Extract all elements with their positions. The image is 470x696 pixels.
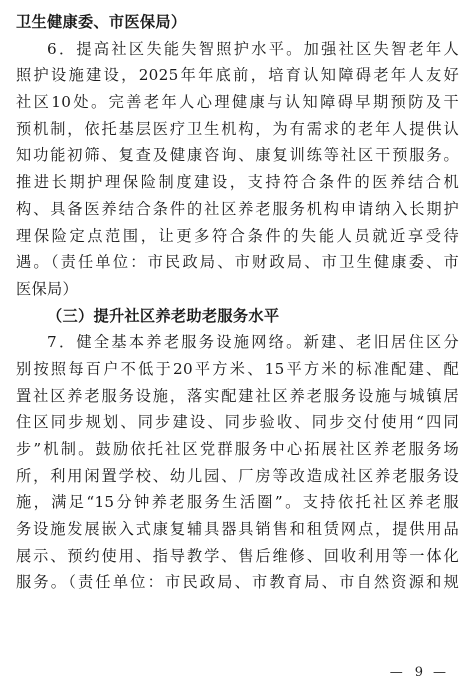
text-line: 务设施发展嵌入式康复辅具器具销售和租赁网点，提供用品: [16, 520, 459, 539]
footer-dash: —: [433, 665, 448, 680]
text-line: 预机制，依托基层医疗卫生机构，为有需求的老年人提供认: [16, 119, 459, 138]
text-line: 推进长期护理保险制度建设，支持符合条件的医养结合机: [16, 173, 459, 192]
text-line: 医保局）: [16, 279, 78, 298]
page-number: 9: [414, 665, 423, 680]
text-line: 卫生健康委、市医保局）: [16, 13, 187, 31]
text-line: 遇。（责任单位：市民政局、市财政局、市卫生健康委、市: [16, 253, 459, 272]
text-line: 住区同步规划、同步建设、同步验收、同步交付使用“四同: [16, 413, 459, 432]
page-footer: [0, 665, 470, 685]
text-line: 置社区养老服务设施，落实配建社区养老服务设施与城镇居: [16, 386, 459, 405]
text-line: 构、具备医养结合条件的社区养老服务机构申请纳入长期护: [16, 199, 459, 218]
text-line: 知功能初筛、复查及健康咨询、康复训练等社区干预服务。: [16, 146, 459, 165]
text-line: 7．健全基本养老服务设施网络。新建、老旧居住区分: [47, 333, 459, 352]
text-line: 照护设施建设，2025年年底前，培育认知障碍老年人友好: [16, 66, 459, 85]
text-line: 步”机制。鼓励依托社区党群服务中心拓展社区养老服务场: [16, 440, 459, 458]
footer-dash: —: [389, 665, 405, 680]
document-body: [16, 9, 459, 596]
text-line: 展示、预约使用、指导教学、售后维修、回收利用等一体化: [16, 546, 459, 565]
text-line: 6．提高社区失能失智照护水平。加强社区失智老年人: [47, 39, 459, 58]
text-line: 理保险定点范围，让更多符合条件的失能人员就近享受待: [16, 226, 459, 245]
text-line: 施，满足“15分钟养老服务生活圈”。支持依托社区养老服: [16, 493, 459, 512]
section-heading: （三）提升社区养老助老服务水平: [47, 306, 280, 325]
text-line: 别按照每百户不低于20平方米、15平方米的标准配建、配: [16, 359, 459, 378]
text-line: 社区10处。完善老年人心理健康与认知障碍早期预防及干: [16, 93, 459, 112]
text-line: 所，利用闲置学校、幼儿园、厂房等改造成社区养老服务设: [16, 466, 459, 485]
text-line: 服务。（责任单位：市民政局、市教育局、市自然资源和规: [16, 573, 459, 592]
